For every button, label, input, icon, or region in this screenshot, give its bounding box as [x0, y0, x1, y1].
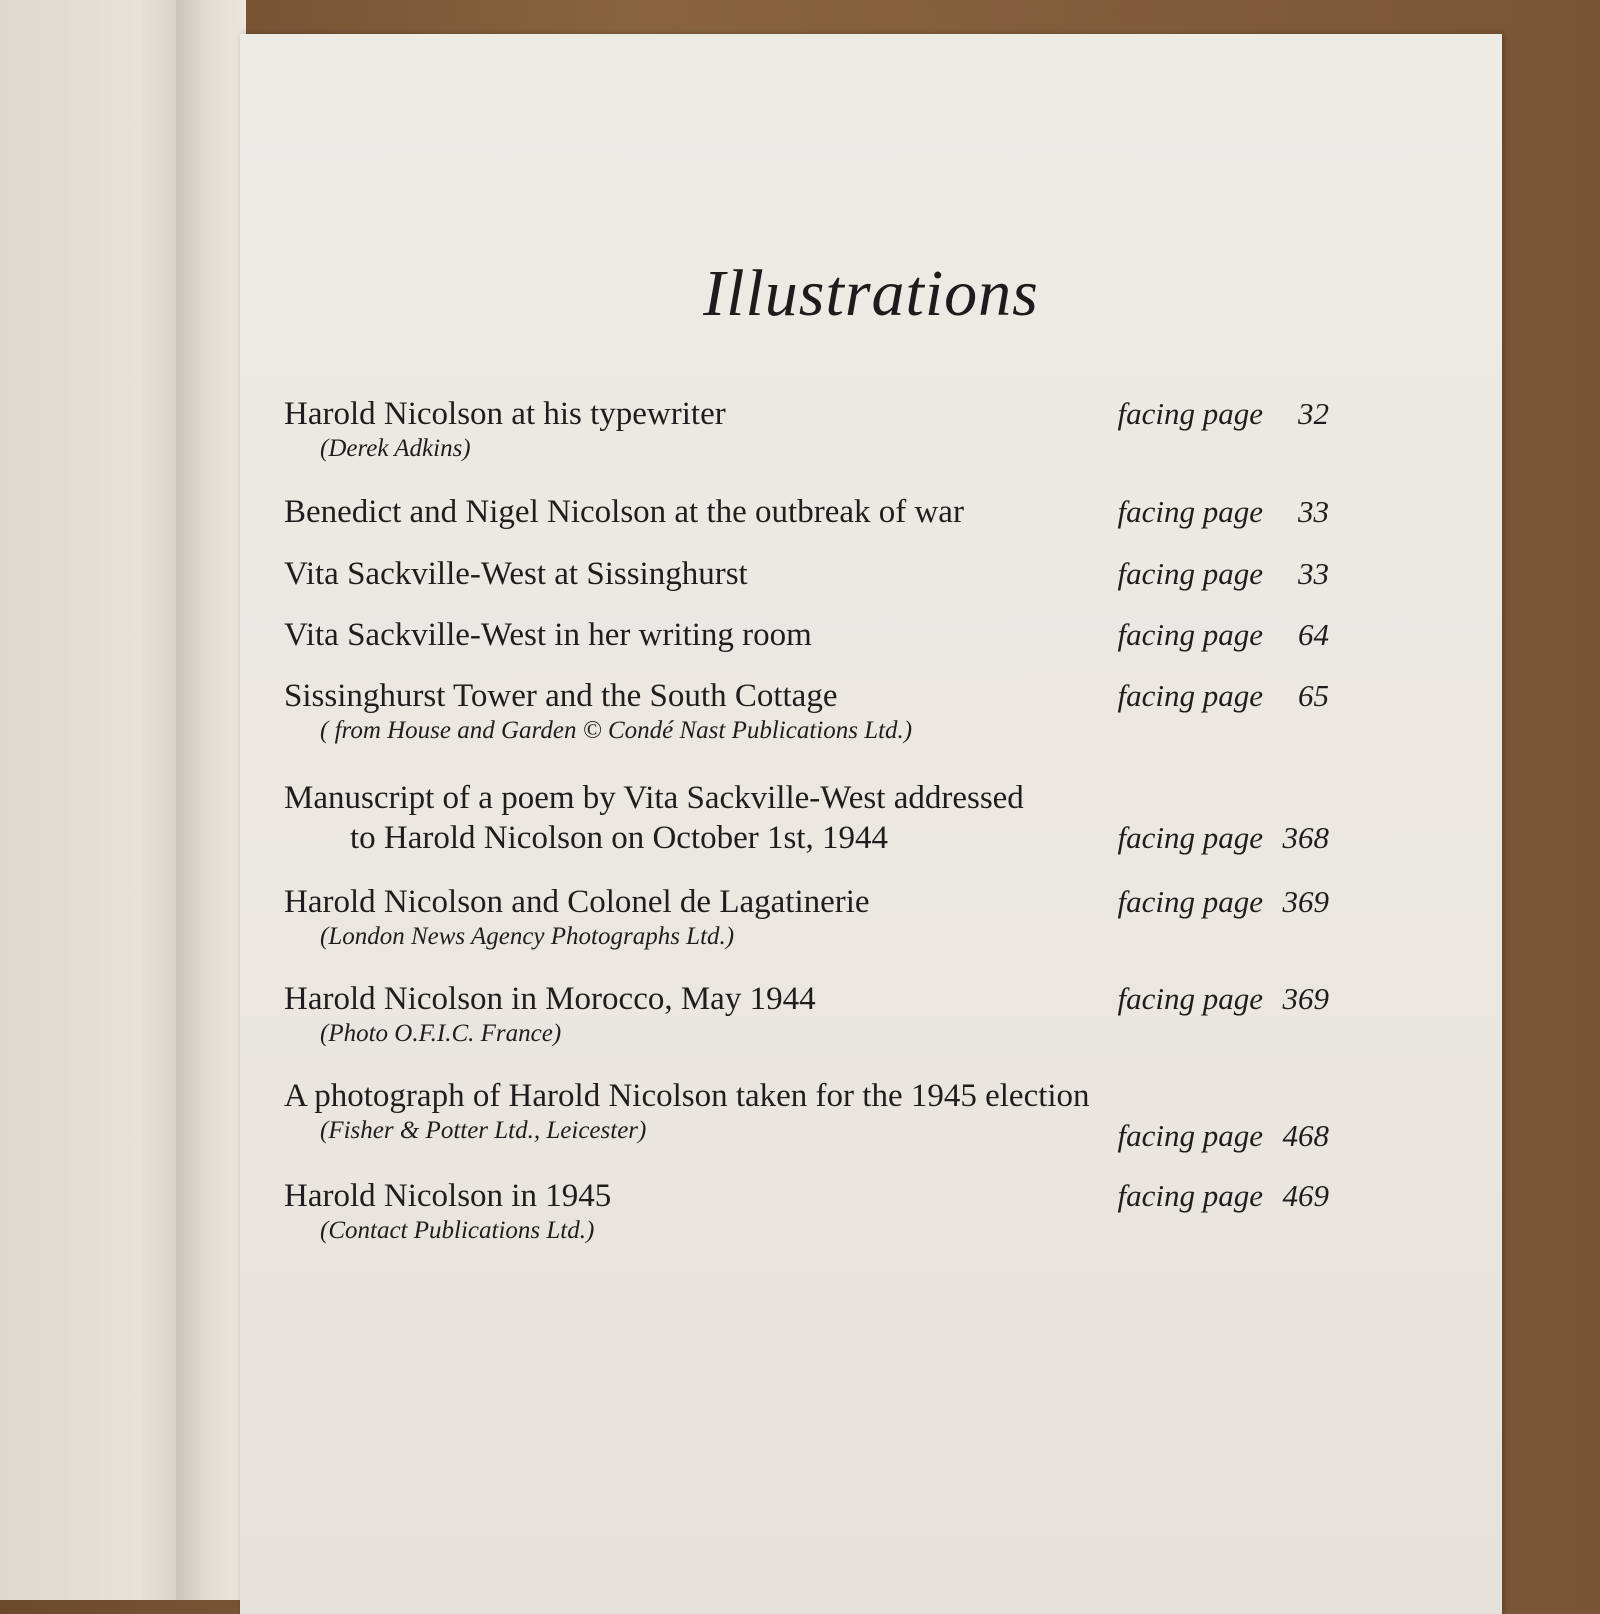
page-number: 33 [1298, 494, 1329, 529]
illustration-entry [284, 554, 1329, 594]
illustration-caption: Vita Sackville-West at Sissinghurst [284, 556, 748, 592]
illustration-caption: Harold Nicolson at his typewriter [284, 396, 726, 432]
illustration-caption: Benedict and Nigel Nicolson at the outbreak of war [284, 494, 964, 530]
illustration-entry [284, 394, 1329, 464]
page-reference [1118, 1178, 1330, 1214]
left-page [0, 0, 200, 1600]
page-reference [1118, 884, 1330, 920]
illustration-credit: (Photo O.F.I.C. France) [320, 1020, 562, 1047]
illustration-caption: Manuscript of a poem by Vita Sackville-West addressed [284, 780, 1024, 816]
illustration-caption: Sissinghurst Tower and the South Cottage [284, 678, 838, 714]
illustration-caption: A photograph of Harold Nicolson taken for the 1945 election [284, 1078, 1090, 1114]
page-reference [1118, 556, 1330, 592]
illustration-entry [284, 492, 1329, 532]
illustration-caption: Vita Sackville-West in her writing room [284, 617, 812, 653]
page-number: 64 [1298, 617, 1329, 652]
page-reference [1118, 396, 1330, 432]
illustration-entry [284, 979, 1329, 1049]
illustration-entry [284, 1076, 1329, 1153]
illustration-entry [284, 1176, 1329, 1246]
illustration-entry [284, 615, 1329, 655]
facing-page-label: facing page [1117, 1118, 1263, 1153]
illustration-entry [284, 882, 1329, 952]
illustration-caption: Harold Nicolson and Colonel de Lagatinerie [284, 884, 870, 920]
facing-page-label: facing page [1117, 820, 1263, 855]
page-number: 468 [1282, 1118, 1329, 1153]
page-reference [1118, 678, 1330, 714]
page-number: 369 [1282, 981, 1329, 1016]
illustration-credit: (Fisher & Potter Ltd., Leicester) [320, 1117, 647, 1144]
illustration-caption: Harold Nicolson in Morocco, May 1944 [284, 981, 816, 1017]
illustration-credit: ( from House and Garden © Condé Nast Publications Ltd.) [320, 717, 913, 744]
facing-page-label: facing page [1117, 396, 1263, 431]
facing-page-label: facing page [1117, 981, 1263, 1016]
page-title: Illustrations [703, 257, 1039, 330]
page-reference [1118, 981, 1330, 1017]
facing-page-label: facing page [1117, 494, 1263, 529]
page-number: 368 [1282, 820, 1329, 855]
facing-page-label: facing page [1117, 884, 1263, 919]
page-reference [1118, 617, 1330, 653]
page-number: 469 [1282, 1178, 1329, 1213]
page-number: 65 [1298, 678, 1329, 713]
page-reference [1118, 820, 1330, 856]
facing-page-label: facing page [1117, 617, 1263, 652]
illustration-entry [284, 676, 1329, 746]
illustration-caption: Harold Nicolson in 1945 [284, 1178, 612, 1214]
page-reference [1118, 1118, 1330, 1154]
illustration-credit: (Derek Adkins) [320, 435, 471, 462]
page-number: 33 [1298, 556, 1329, 591]
illustration-credit: (Contact Publications Ltd.) [320, 1217, 595, 1244]
book-gutter [176, 0, 246, 1600]
facing-page-label: facing page [1117, 678, 1263, 713]
book-page [240, 34, 1502, 1614]
illustration-credit: (London News Agency Photographs Ltd.) [320, 923, 735, 950]
facing-page-label: facing page [1117, 556, 1263, 591]
illustration-entry [284, 778, 1329, 858]
facing-page-label: facing page [1117, 1178, 1263, 1213]
page-number: 32 [1298, 396, 1329, 431]
page-number: 369 [1282, 884, 1329, 919]
page-reference [1118, 494, 1330, 530]
illustration-caption: to Harold Nicolson on October 1st, 1944 [350, 820, 889, 856]
